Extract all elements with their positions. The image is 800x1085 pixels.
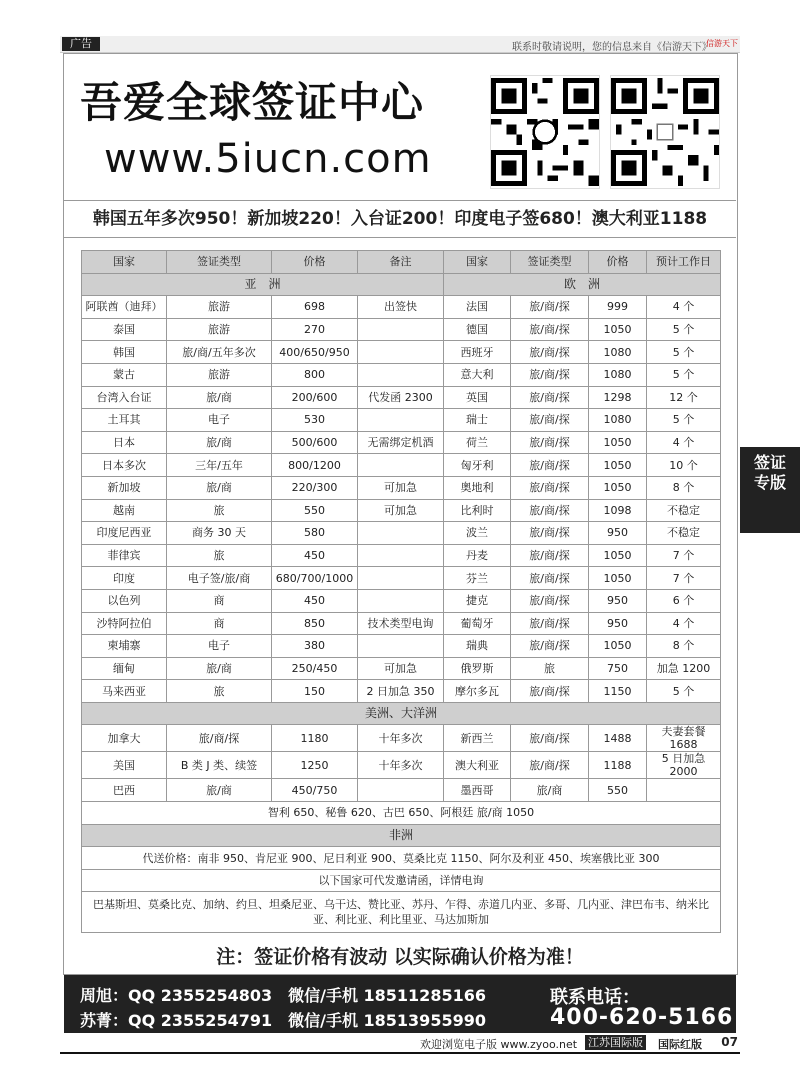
asia-visa-type: 旅 bbox=[167, 544, 272, 567]
table-row bbox=[82, 318, 721, 341]
paper-name: 国际红版 bbox=[658, 1038, 702, 1051]
price-disclaimer: 注：签证价格有波动 以实际确认价格为准！ bbox=[216, 946, 584, 968]
table-row bbox=[82, 476, 721, 499]
asia-label: 亚 洲 bbox=[82, 273, 444, 296]
contact-zhouxu: 周旭：QQ 2355254803 微信/手机 18511285166 bbox=[80, 986, 486, 1005]
table-row bbox=[82, 612, 721, 635]
americas-remark: 十年多次 bbox=[358, 725, 444, 752]
asia-visa-type: 旅游 bbox=[167, 363, 272, 386]
header-4: 国家 bbox=[444, 251, 511, 274]
visa-price-table bbox=[81, 250, 721, 933]
asia-price: 800 bbox=[272, 363, 358, 386]
oceania-country: 澳大利亚 bbox=[444, 752, 511, 779]
asia-price: 400/650/950 bbox=[272, 341, 358, 364]
europe-country: 葡萄牙 bbox=[444, 612, 511, 635]
asia-price: 220/300 bbox=[272, 476, 358, 499]
table-row bbox=[82, 454, 721, 477]
table-row bbox=[82, 341, 721, 364]
asia-country: 阿联酋（迪拜） bbox=[82, 296, 167, 319]
asia-visa-type: 旅/商 bbox=[167, 386, 272, 409]
asia-price: 550 bbox=[272, 499, 358, 522]
oceania-remark bbox=[647, 779, 721, 802]
asia-visa-type: 电子 bbox=[167, 409, 272, 432]
weibo-qr-code bbox=[490, 75, 600, 189]
europe-workdays: 不稳定 bbox=[647, 499, 721, 522]
asia-country: 印度 bbox=[82, 567, 167, 590]
americas-country: 美国 bbox=[82, 752, 167, 779]
americas-visa-type: B 类 J 类、续签 bbox=[167, 752, 272, 779]
asia-visa-type: 旅游 bbox=[167, 318, 272, 341]
europe-visa-type: 旅/商/探 bbox=[511, 567, 589, 590]
table-row bbox=[82, 386, 721, 409]
europe-price: 750 bbox=[589, 657, 647, 680]
table-header-row bbox=[82, 251, 721, 274]
asia-remark: 可加急 bbox=[358, 657, 444, 680]
europe-visa-type: 旅/商/探 bbox=[511, 544, 589, 567]
europe-price: 1050 bbox=[589, 567, 647, 590]
phone-label: 联系电话： bbox=[550, 987, 640, 1008]
invitation-note: 以下国家可代发邀请函，详情电询 bbox=[82, 869, 721, 892]
europe-price: 999 bbox=[589, 296, 647, 319]
europe-workdays: 5 个 bbox=[647, 318, 721, 341]
asia-country: 菲律宾 bbox=[82, 544, 167, 567]
europe-country: 西班牙 bbox=[444, 341, 511, 364]
europe-workdays: 4 个 bbox=[647, 296, 721, 319]
europe-workdays: 5 个 bbox=[647, 680, 721, 703]
header-1: 签证类型 bbox=[167, 251, 272, 274]
table-row bbox=[82, 296, 721, 319]
asia-visa-type: 商 bbox=[167, 589, 272, 612]
table-row bbox=[82, 847, 721, 870]
americas-country: 巴西 bbox=[82, 779, 167, 802]
asia-price: 450 bbox=[272, 589, 358, 612]
oceania-country: 墨西哥 bbox=[444, 779, 511, 802]
table-row bbox=[82, 544, 721, 567]
invitation-countries: 巴基斯坦、莫桑比克、加纳、约旦、坦桑尼亚、乌干达、赞比亚、苏丹、乍得、赤道几内亚、多哥、几内亚、津巴布韦、纳米比亚、利比亚、利比里亚、马达加斯加 bbox=[82, 892, 721, 933]
europe-country: 英国 bbox=[444, 386, 511, 409]
europe-visa-type: 旅/商/探 bbox=[511, 612, 589, 635]
europe-workdays: 4 个 bbox=[647, 612, 721, 635]
asia-price: 270 bbox=[272, 318, 358, 341]
table-row bbox=[82, 499, 721, 522]
asia-price: 530 bbox=[272, 409, 358, 432]
asia-price: 250/450 bbox=[272, 657, 358, 680]
americas-remark: 十年多次 bbox=[358, 752, 444, 779]
europe-country: 意大利 bbox=[444, 363, 511, 386]
asia-visa-type: 旅 bbox=[167, 680, 272, 703]
asia-price: 380 bbox=[272, 635, 358, 658]
europe-label: 欧 洲 bbox=[444, 273, 721, 296]
asia-remark: 可加急 bbox=[358, 499, 444, 522]
africa-agency-prices: 代送价格：南非 950、肯尼亚 900、尼日利亚 900、莫桑比克 1150、阿尔及利亚 450、埃塞俄比亚 300 bbox=[82, 847, 721, 870]
asia-visa-type: 旅游 bbox=[167, 296, 272, 319]
oceania-price: 1188 bbox=[589, 752, 647, 779]
europe-country: 芬兰 bbox=[444, 567, 511, 590]
wechat-qr-code bbox=[610, 75, 720, 189]
table-row bbox=[82, 680, 721, 703]
asia-visa-type: 三年/五年 bbox=[167, 454, 272, 477]
europe-price: 950 bbox=[589, 589, 647, 612]
americas-label: 美洲、大洋洲 bbox=[82, 702, 721, 725]
europe-price: 950 bbox=[589, 522, 647, 545]
europe-workdays: 5 个 bbox=[647, 341, 721, 364]
europe-visa-type: 旅/商/探 bbox=[511, 635, 589, 658]
asia-visa-type: 旅/商/五年多次 bbox=[167, 341, 272, 364]
asia-remark bbox=[358, 635, 444, 658]
asia-visa-type: 电子签/旅/商 bbox=[167, 567, 272, 590]
promo-banner: 韩国五年多次950！新加坡220！入台证200！印度电子签680！澳大利亚1188 bbox=[64, 200, 736, 238]
europe-visa-type: 旅 bbox=[511, 657, 589, 680]
asia-visa-type: 旅/商 bbox=[167, 476, 272, 499]
europe-country: 摩尔多瓦 bbox=[444, 680, 511, 703]
europe-price: 1298 bbox=[589, 386, 647, 409]
table-row bbox=[82, 522, 721, 545]
side-tab-line2: 专版 bbox=[753, 473, 786, 492]
asia-visa-type: 电子 bbox=[167, 635, 272, 658]
europe-visa-type: 旅/商/探 bbox=[511, 476, 589, 499]
asia-country: 台湾入台证 bbox=[82, 386, 167, 409]
europe-country: 比利时 bbox=[444, 499, 511, 522]
table-row bbox=[82, 589, 721, 612]
americas-visa-type: 旅/商/探 bbox=[167, 725, 272, 752]
table-row bbox=[82, 567, 721, 590]
asia-country: 泰国 bbox=[82, 318, 167, 341]
europe-price: 1050 bbox=[589, 544, 647, 567]
europe-country: 波兰 bbox=[444, 522, 511, 545]
header-2: 价格 bbox=[272, 251, 358, 274]
header-0: 国家 bbox=[82, 251, 167, 274]
oceania-country: 新西兰 bbox=[444, 725, 511, 752]
europe-visa-type: 旅/商/探 bbox=[511, 589, 589, 612]
asia-remark: 出签快 bbox=[358, 296, 444, 319]
europe-workdays: 8 个 bbox=[647, 635, 721, 658]
page-footer bbox=[60, 1034, 740, 1054]
americas-country: 加拿大 bbox=[82, 725, 167, 752]
footer-website[interactable]: 欢迎浏览电子版 www.zyoo.net bbox=[420, 1038, 578, 1051]
asia-country: 沙特阿拉伯 bbox=[82, 612, 167, 635]
europe-workdays: 10 个 bbox=[647, 454, 721, 477]
oceania-remark: 5 日加急 2000 bbox=[647, 752, 721, 779]
oceania-price: 1488 bbox=[589, 725, 647, 752]
europe-price: 1098 bbox=[589, 499, 647, 522]
asia-remark bbox=[358, 522, 444, 545]
europe-workdays: 4 个 bbox=[647, 431, 721, 454]
asia-price: 150 bbox=[272, 680, 358, 703]
contact-bar bbox=[64, 975, 736, 1033]
table-row bbox=[82, 409, 721, 432]
asia-country: 马来西亚 bbox=[82, 680, 167, 703]
americas-price: 450/750 bbox=[272, 779, 358, 802]
table-row bbox=[82, 725, 721, 752]
top-logo: 信游天下 bbox=[706, 39, 738, 48]
europe-country: 瑞士 bbox=[444, 409, 511, 432]
asia-price: 680/700/1000 bbox=[272, 567, 358, 590]
europe-visa-type: 旅/商/探 bbox=[511, 499, 589, 522]
europe-visa-type: 旅/商/探 bbox=[511, 454, 589, 477]
header-6: 价格 bbox=[589, 251, 647, 274]
europe-country: 捷克 bbox=[444, 589, 511, 612]
asia-price: 698 bbox=[272, 296, 358, 319]
europe-workdays: 不稳定 bbox=[647, 522, 721, 545]
europe-visa-type: 旅/商/探 bbox=[511, 363, 589, 386]
europe-visa-type: 旅/商/探 bbox=[511, 296, 589, 319]
header-5: 签证类型 bbox=[511, 251, 589, 274]
table-row bbox=[82, 431, 721, 454]
region-row bbox=[82, 824, 721, 847]
asia-country: 韩国 bbox=[82, 341, 167, 364]
asia-price: 450 bbox=[272, 544, 358, 567]
asia-remark bbox=[358, 318, 444, 341]
europe-price: 1050 bbox=[589, 476, 647, 499]
region-row bbox=[82, 273, 721, 296]
oceania-visa-type: 旅/商/探 bbox=[511, 725, 589, 752]
side-tab-line1: 签证 bbox=[753, 453, 786, 472]
americas-remark bbox=[358, 779, 444, 802]
ad-tag: 广告 bbox=[62, 37, 100, 51]
table-row bbox=[82, 752, 721, 779]
europe-visa-type: 旅/商/探 bbox=[511, 431, 589, 454]
asia-country: 缅甸 bbox=[82, 657, 167, 680]
europe-workdays: 5 个 bbox=[647, 363, 721, 386]
europe-price: 1050 bbox=[589, 635, 647, 658]
asia-country: 柬埔寨 bbox=[82, 635, 167, 658]
europe-price: 1080 bbox=[589, 409, 647, 432]
asia-country: 日本 bbox=[82, 431, 167, 454]
asia-remark: 代发函 2300 bbox=[358, 386, 444, 409]
europe-country: 德国 bbox=[444, 318, 511, 341]
asia-price: 500/600 bbox=[272, 431, 358, 454]
ad-title: 吾爱全球签证中心 bbox=[80, 78, 425, 127]
europe-country: 法国 bbox=[444, 296, 511, 319]
header-7: 预计工作日 bbox=[647, 251, 721, 274]
europe-price: 1050 bbox=[589, 454, 647, 477]
table-row bbox=[82, 635, 721, 658]
asia-price: 800/1200 bbox=[272, 454, 358, 477]
table-row bbox=[82, 657, 721, 680]
europe-country: 荷兰 bbox=[444, 431, 511, 454]
table-row bbox=[82, 802, 721, 825]
page-number: 07 bbox=[721, 1035, 738, 1049]
europe-country: 匈牙利 bbox=[444, 454, 511, 477]
asia-country: 蒙古 bbox=[82, 363, 167, 386]
asia-price: 850 bbox=[272, 612, 358, 635]
table-row bbox=[82, 363, 721, 386]
asia-visa-type: 旅/商 bbox=[167, 431, 272, 454]
europe-price: 950 bbox=[589, 612, 647, 635]
europe-visa-type: 旅/商/探 bbox=[511, 522, 589, 545]
top-note: 联系时敬请说明，您的信息来自《信游天下》 bbox=[512, 42, 712, 53]
americas-visa-type: 旅/商 bbox=[167, 779, 272, 802]
ad-url[interactable]: www.5iucn.com bbox=[104, 136, 432, 182]
oceania-price: 550 bbox=[589, 779, 647, 802]
europe-price: 1050 bbox=[589, 431, 647, 454]
europe-country: 俄罗斯 bbox=[444, 657, 511, 680]
table-row bbox=[82, 779, 721, 802]
europe-price: 1080 bbox=[589, 341, 647, 364]
asia-remark bbox=[358, 341, 444, 364]
asia-country: 以色列 bbox=[82, 589, 167, 612]
europe-price: 1150 bbox=[589, 680, 647, 703]
europe-workdays: 6 个 bbox=[647, 589, 721, 612]
europe-visa-type: 旅/商/探 bbox=[511, 341, 589, 364]
asia-country: 土耳其 bbox=[82, 409, 167, 432]
asia-remark bbox=[358, 363, 444, 386]
europe-workdays: 12 个 bbox=[647, 386, 721, 409]
asia-country: 新加坡 bbox=[82, 476, 167, 499]
table-row bbox=[82, 869, 721, 892]
asia-visa-type: 旅/商 bbox=[167, 657, 272, 680]
asia-price: 580 bbox=[272, 522, 358, 545]
asia-remark bbox=[358, 567, 444, 590]
europe-workdays: 7 个 bbox=[647, 544, 721, 567]
asia-country: 印度尼西亚 bbox=[82, 522, 167, 545]
oceania-remark: 夫妻套餐 1688 bbox=[647, 725, 721, 752]
asia-remark: 可加急 bbox=[358, 476, 444, 499]
asia-price: 200/600 bbox=[272, 386, 358, 409]
oceania-visa-type: 旅/商 bbox=[511, 779, 589, 802]
asia-visa-type: 旅 bbox=[167, 499, 272, 522]
europe-visa-type: 旅/商/探 bbox=[511, 386, 589, 409]
europe-country: 丹麦 bbox=[444, 544, 511, 567]
europe-workdays: 7 个 bbox=[647, 567, 721, 590]
asia-visa-type: 商务 30 天 bbox=[167, 522, 272, 545]
europe-workdays: 8 个 bbox=[647, 476, 721, 499]
europe-visa-type: 旅/商/探 bbox=[511, 318, 589, 341]
latin-america-prices: 智利 650、秘鲁 620、古巴 650、阿根廷 旅/商 1050 bbox=[82, 802, 721, 825]
europe-price: 1050 bbox=[589, 318, 647, 341]
asia-remark bbox=[358, 544, 444, 567]
americas-price: 1250 bbox=[272, 752, 358, 779]
europe-workdays: 5 个 bbox=[647, 409, 721, 432]
europe-price: 1080 bbox=[589, 363, 647, 386]
region-row bbox=[82, 702, 721, 725]
asia-remark: 技术类型电询 bbox=[358, 612, 444, 635]
asia-remark bbox=[358, 409, 444, 432]
asia-country: 日本多次 bbox=[82, 454, 167, 477]
asia-remark: 无需绑定机酒 bbox=[358, 431, 444, 454]
asia-remark bbox=[358, 454, 444, 477]
oceania-visa-type: 旅/商/探 bbox=[511, 752, 589, 779]
edition-badge: 江苏国际版 bbox=[585, 1035, 646, 1050]
asia-visa-type: 商 bbox=[167, 612, 272, 635]
hotline-number[interactable]: 400-620-5166 bbox=[550, 1005, 734, 1030]
europe-visa-type: 旅/商/探 bbox=[511, 409, 589, 432]
europe-country: 奥地利 bbox=[444, 476, 511, 499]
visa-section-tab bbox=[740, 447, 800, 533]
europe-workdays: 加急 1200 bbox=[647, 657, 721, 680]
africa-label: 非洲 bbox=[82, 824, 721, 847]
americas-price: 1180 bbox=[272, 725, 358, 752]
contact-sujing: 苏菁：QQ 2355254791 微信/手机 18513955990 bbox=[80, 1011, 486, 1030]
asia-remark: 2 日加急 350 bbox=[358, 680, 444, 703]
header-3: 备注 bbox=[358, 251, 444, 274]
table-row bbox=[82, 892, 721, 933]
europe-country: 瑞典 bbox=[444, 635, 511, 658]
asia-remark bbox=[358, 589, 444, 612]
asia-country: 越南 bbox=[82, 499, 167, 522]
europe-visa-type: 旅/商/探 bbox=[511, 680, 589, 703]
